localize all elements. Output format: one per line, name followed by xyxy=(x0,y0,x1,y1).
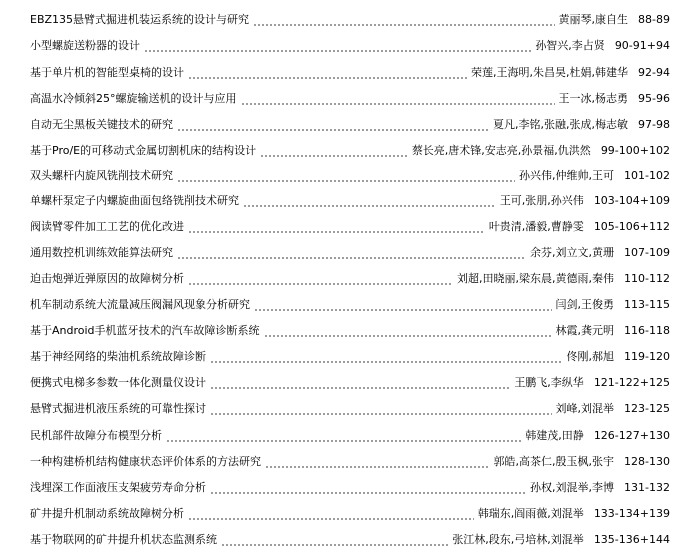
toc-entry[interactable] xyxy=(30,115,670,135)
page-range: 121-122+125 xyxy=(593,376,670,389)
toc-entry[interactable] xyxy=(30,36,670,56)
article-title: 民机部件故障分布模型分析 xyxy=(30,429,162,442)
toc-entry[interactable] xyxy=(30,295,670,315)
toc-entry[interactable] xyxy=(30,166,670,186)
dot-leader xyxy=(210,478,526,498)
article-authors: 刘超,田晓丽,梁东晨,黄德雨,秦伟 xyxy=(457,272,615,285)
dot-leader xyxy=(210,399,552,419)
toc-entry[interactable] xyxy=(30,478,670,498)
article-title: 基于Pro/E的可移动式金属切割机床的结构设计 xyxy=(30,144,257,157)
article-authors: 荣莲,王海明,朱昌昊,杜娟,韩建华 xyxy=(471,66,629,79)
dot-leader xyxy=(188,269,453,289)
dot-leader xyxy=(253,10,555,30)
page-range: 110-112 xyxy=(624,272,670,285)
article-authors: 闫剑,王俊勇 xyxy=(555,298,615,311)
article-title: 自动无尘黑板关键技术的研究 xyxy=(30,118,173,131)
dot-leader xyxy=(166,426,521,446)
toc-entry[interactable] xyxy=(30,530,670,550)
page-range: 88-89 xyxy=(638,13,670,26)
article-title: 便携式电梯多参数一体化测量仪设计 xyxy=(30,376,206,389)
article-authors: 佟刚,郝旭 xyxy=(566,350,615,363)
article-authors: 孙权,刘混举,李博 xyxy=(530,481,615,494)
article-authors: 叶贵清,潘毅,曹静雯 xyxy=(488,220,584,233)
article-authors: 张江林,段东,弓培林,刘混举 xyxy=(452,533,584,546)
dot-leader xyxy=(188,217,485,237)
page-range: 116-118 xyxy=(624,324,670,337)
article-title: EBZ135悬臂式掘进机装运系统的设计与研究 xyxy=(30,13,250,26)
page-range: 113-115 xyxy=(624,298,670,311)
article-title: 基于Android手机蓝牙技术的汽车故障诊断系统 xyxy=(30,324,260,337)
page-range: 103-104+109 xyxy=(593,194,670,207)
dot-leader xyxy=(254,295,552,315)
dot-leader xyxy=(188,504,474,524)
article-authors: 韩瑞东,阎雨薇,刘混举 xyxy=(477,507,584,520)
article-authors: 黄丽琴,康自生 xyxy=(558,13,629,26)
article-title: 通用数控机训练效能算法研究 xyxy=(30,246,173,259)
article-authors: 余芬,刘立文,黄珊 xyxy=(530,246,615,259)
article-title: 矿井提升机制动系统故障树分析 xyxy=(30,507,184,520)
dot-leader xyxy=(241,89,555,109)
toc-entry[interactable] xyxy=(30,10,670,30)
toc-entry[interactable] xyxy=(30,426,670,446)
article-title: 悬臂式掘进机液压系统的可靠性探讨 xyxy=(30,402,206,415)
dot-leader xyxy=(144,36,531,56)
dot-leader xyxy=(265,452,490,472)
page-range: 107-109 xyxy=(624,246,670,259)
page-range: 123-125 xyxy=(624,402,670,415)
toc-entry[interactable] xyxy=(30,373,670,393)
toc-entry[interactable] xyxy=(30,269,670,289)
article-title: 双头螺杆内旋风铣削技术研究 xyxy=(30,169,173,182)
toc-entry[interactable] xyxy=(30,217,670,237)
article-authors: 孙智兴,李占贤 xyxy=(535,39,605,52)
article-authors: 王鹏飞,李纵华 xyxy=(514,376,584,389)
article-title: 迫击炮弹近弹原因的故障树分析 xyxy=(30,272,184,285)
article-authors: 夏凡,李铭,张融,张成,梅志敏 xyxy=(493,118,629,131)
article-title: 基于物联网的矿井提升机状态监测系统 xyxy=(30,533,217,546)
dot-leader xyxy=(177,115,489,135)
dot-leader xyxy=(210,347,563,367)
page-range: 95-96 xyxy=(638,92,670,105)
article-authors: 孙兴伟,仲维帅,王可 xyxy=(519,169,615,182)
article-authors: 蔡长亮,唐术锋,安志亮,孙景福,仇洪然 xyxy=(411,144,591,157)
page-range: 101-102 xyxy=(624,169,670,182)
page-range: 105-106+112 xyxy=(593,220,670,233)
toc-entry[interactable] xyxy=(30,243,670,263)
page-range: 133-134+139 xyxy=(593,507,670,520)
toc-entry[interactable] xyxy=(30,141,670,161)
article-title: 高温水冷倾斜25°螺旋输送机的设计与应用 xyxy=(30,92,237,105)
article-title: 小型螺旋送粉器的设计 xyxy=(30,39,140,52)
dot-leader xyxy=(188,63,467,83)
toc-entry[interactable] xyxy=(30,452,670,472)
article-authors: 郭皓,高茶仁,殷玉枫,张宇 xyxy=(493,455,615,468)
toc-entry[interactable] xyxy=(30,504,670,524)
dot-leader xyxy=(177,243,526,263)
page-range: 128-130 xyxy=(624,455,670,468)
article-title: 浅埋深工作面液压支架疲劳寿命分析 xyxy=(30,481,206,494)
toc-entry[interactable] xyxy=(30,347,670,367)
article-title: 单螺杆泵定子内螺旋曲面包络铣削技术研究 xyxy=(30,194,239,207)
article-authors: 韩建茂,田静 xyxy=(525,429,584,442)
article-title: 基于单片机的智能型桌椅的设计 xyxy=(30,66,184,79)
article-title: 基于神经网络的柴油机系统故障诊断 xyxy=(30,350,206,363)
dot-leader xyxy=(177,166,515,186)
page-range: 90-91+94 xyxy=(614,39,670,52)
article-authors: 王一冰,杨志勇 xyxy=(558,92,629,105)
page-range: 92-94 xyxy=(638,66,670,79)
toc-entry[interactable] xyxy=(30,321,670,341)
article-title: 一种构建桥机结构健康状态评价体系的方法研究 xyxy=(30,455,261,468)
page-range: 135-136+144 xyxy=(593,533,670,546)
toc-entry[interactable] xyxy=(30,399,670,419)
toc-entry[interactable] xyxy=(30,191,670,211)
page-range: 119-120 xyxy=(624,350,670,363)
toc-entry[interactable] xyxy=(30,63,670,83)
dot-leader xyxy=(260,141,408,161)
article-authors: 刘峰,刘混举 xyxy=(555,402,615,415)
dot-leader xyxy=(264,321,552,341)
page-range: 131-132 xyxy=(624,481,670,494)
article-authors: 林霞,龚元明 xyxy=(555,324,615,337)
article-authors: 王可,张朋,孙兴伟 xyxy=(499,194,584,207)
article-title: 机车制动系统大流量减压阀漏风现象分析研究 xyxy=(30,298,250,311)
article-title: 阀读臂零件加工工艺的优化改进 xyxy=(30,220,184,233)
page-range: 126-127+130 xyxy=(593,429,670,442)
dot-leader xyxy=(221,530,448,550)
toc-entry[interactable] xyxy=(30,89,670,109)
dot-leader xyxy=(243,191,496,211)
dot-leader xyxy=(210,373,510,393)
page-range: 99-100+102 xyxy=(600,144,670,157)
page-range: 97-98 xyxy=(638,118,670,131)
